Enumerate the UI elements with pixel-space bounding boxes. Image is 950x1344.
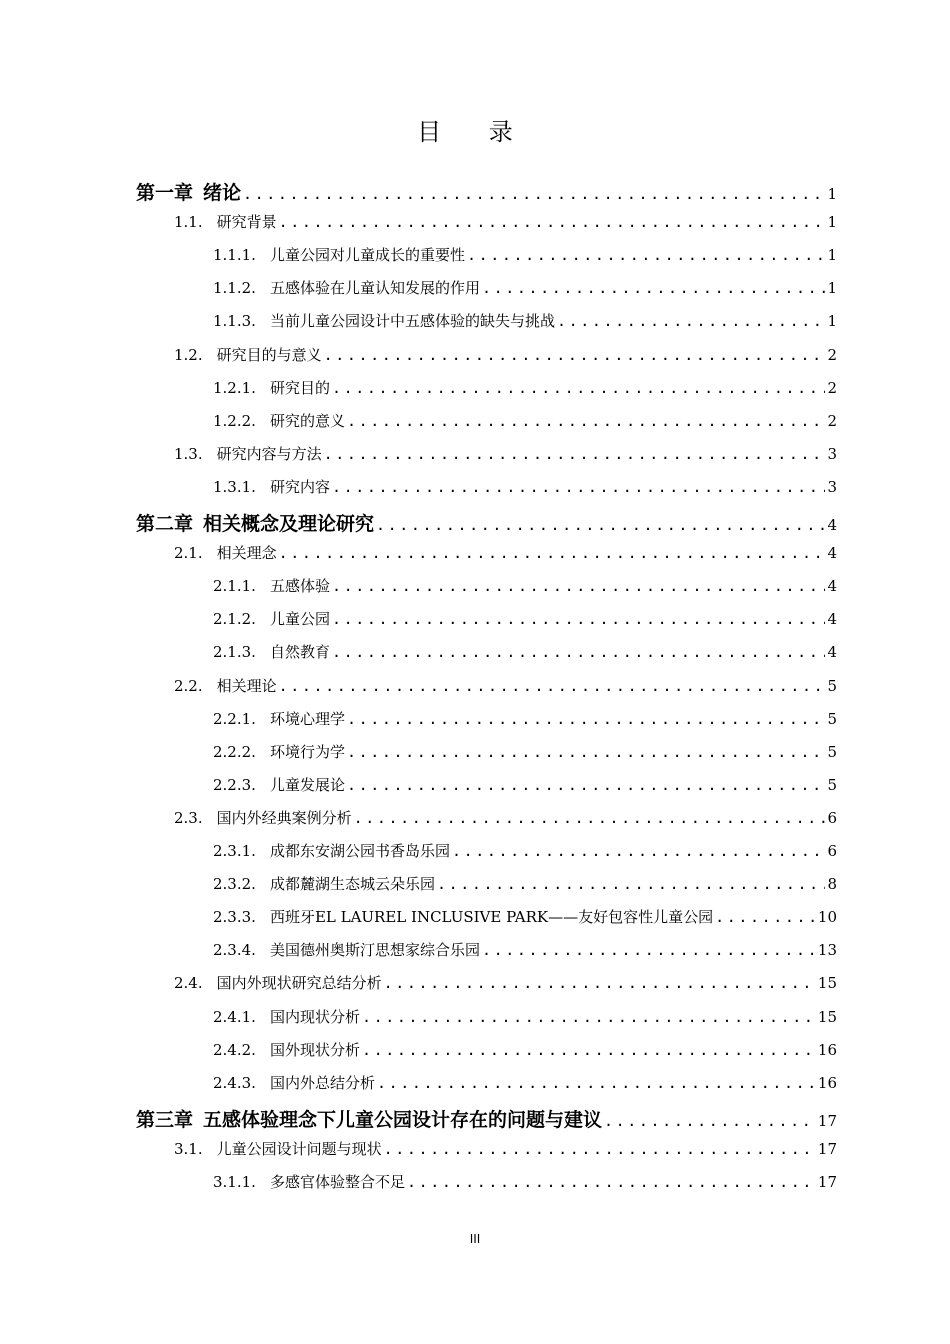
toc-subsection-entry[interactable]: [213, 1171, 837, 1192]
toc-dot-leader: [332, 478, 826, 496]
toc-entry-title: 研究内容: [269, 477, 330, 496]
toc-entry-title: 自然教育: [269, 643, 330, 662]
toc-entry-number: 2.4.3.: [213, 1073, 256, 1092]
toc-entry-title: 相关理论: [216, 676, 277, 695]
toc-subsection-entry[interactable]: [213, 641, 837, 662]
toc-subsection-entry[interactable]: [213, 277, 837, 298]
toc-entry-title: 环境行为学: [269, 742, 345, 761]
toc-entry-number: 1.2.2.: [213, 411, 256, 430]
toc-entry-page: 5: [827, 775, 837, 794]
toc-title: 目 录: [417, 118, 533, 146]
toc-entry-number: 2.3.: [174, 808, 203, 827]
toc-entry-page: 6: [827, 808, 837, 827]
toc-dot-leader: [332, 379, 826, 397]
toc-dot-leader: [324, 346, 826, 364]
toc-section-entry[interactable]: [174, 344, 837, 365]
toc-dot-leader: [279, 213, 826, 231]
toc-dot-leader: [452, 842, 826, 860]
toc-entry-title: 研究的意义: [269, 411, 345, 430]
toc-entry-number: 3.1.: [174, 1139, 203, 1158]
toc-dot-leader: [243, 185, 825, 203]
toc-entry-number: 1.3.: [174, 444, 203, 463]
toc-dot-leader: [384, 974, 816, 992]
toc-entry-page: 4: [827, 544, 837, 563]
toc-dot-leader: [437, 875, 826, 893]
toc-dot-leader: [279, 544, 826, 562]
toc-entry-number: 2.2.1.: [213, 709, 256, 728]
toc-dot-leader: [332, 643, 826, 661]
toc-entry-number: 1.1.1.: [213, 246, 256, 265]
toc-dot-leader: [332, 610, 826, 628]
toc-entry-number: 第二章: [136, 513, 194, 535]
toc-subsection-entry[interactable]: [213, 906, 837, 927]
toc-dot-leader: [347, 776, 826, 794]
toc-dot-leader: [604, 1112, 816, 1130]
toc-entry-page: 15: [817, 1007, 837, 1026]
toc-entry-page: 10: [817, 908, 837, 927]
toc-dot-leader: [279, 677, 826, 695]
toc-dot-leader: [347, 412, 826, 430]
toc-entry-page: 16: [817, 1073, 837, 1092]
toc-subsection-entry[interactable]: [213, 1006, 837, 1027]
toc-entry-number: 2.2.2.: [213, 742, 256, 761]
toc-section-entry[interactable]: [174, 807, 837, 828]
toc-entry-title: 研究目的与意义: [216, 345, 322, 364]
toc-section-entry[interactable]: [174, 211, 837, 232]
toc-entry-number: 3.1.1.: [213, 1173, 256, 1191]
toc-dot-leader: [362, 1041, 816, 1059]
toc-section-entry[interactable]: [174, 542, 837, 563]
toc-section-entry[interactable]: [174, 443, 837, 464]
toc-entry-title: 国内外经典案例分析: [216, 808, 352, 827]
toc-entry-number: 2.3.3.: [213, 908, 256, 927]
toc-entry-number: 2.3.2.: [213, 875, 256, 894]
toc-entry-title: 相关理念: [216, 544, 277, 563]
toc-entry-page: 17: [817, 1173, 837, 1191]
toc-chapter-entry[interactable]: [136, 509, 837, 536]
toc-entry-number: 2.3.1.: [213, 842, 256, 860]
toc-entry-number: 第三章: [136, 1108, 194, 1131]
toc-entry-title: 成都麓湖生态城云朵乐园: [269, 875, 435, 894]
toc-entry-number: 1.1.: [174, 213, 203, 232]
toc-section-entry[interactable]: [174, 675, 837, 696]
toc-subsection-entry[interactable]: [213, 608, 837, 629]
toc-entry-title: 儿童公园: [269, 610, 330, 629]
toc-entry-title: 绪论: [203, 182, 242, 204]
toc-subsection-entry[interactable]: [213, 310, 837, 331]
page-number-footer: III: [469, 1232, 481, 1246]
toc-entry-number: 2.1.1.: [213, 577, 256, 596]
toc-entry-page: 4: [827, 516, 837, 534]
toc-entry-number: 1.2.1.: [213, 378, 256, 397]
toc-entry-number: 2.1.2.: [213, 610, 256, 629]
toc-chapter-entry[interactable]: [136, 178, 837, 205]
toc-entry-page: 1: [827, 213, 837, 232]
toc-entry-page: 1: [827, 185, 837, 203]
toc-entry-title: 国内外现状研究总结分析: [216, 974, 382, 993]
toc-subsection-entry[interactable]: [213, 244, 837, 265]
toc-entry-number: 2.1.3.: [213, 643, 256, 662]
toc-entry-page: 13: [817, 941, 837, 960]
toc-entry-page: 4: [827, 577, 837, 596]
toc-subsection-entry[interactable]: [213, 708, 837, 729]
toc-entry-number: 1.3.1.: [213, 477, 256, 496]
toc-entry-number: 2.2.: [174, 676, 203, 695]
toc-entry-title: 成都东安湖公园书香岛乐园: [269, 842, 450, 860]
toc-entry-title: 美国德州奥斯汀思想家综合乐园: [269, 941, 480, 960]
toc-entry-title: 国外现状分析: [269, 1040, 360, 1059]
toc-entry-page: 8: [827, 875, 837, 894]
toc-dot-leader: [467, 246, 826, 264]
toc-entry-number: 2.4.2.: [213, 1040, 256, 1059]
toc-dot-leader: [407, 1173, 816, 1191]
toc-dot-leader: [377, 1074, 816, 1092]
toc-dot-leader: [347, 710, 826, 728]
toc-entry-title: 环境心理学: [269, 709, 345, 728]
toc-entry-title: 多感官体验整合不足: [269, 1173, 405, 1191]
toc-entry-page: 1: [827, 246, 837, 265]
toc-entry-title: 研究目的: [269, 378, 330, 397]
toc-entry-page: 5: [827, 709, 837, 728]
toc-subsection-entry[interactable]: [213, 1039, 837, 1060]
toc-entry-title: 相关概念及理论研究: [203, 513, 375, 535]
toc-entry-title: 当前儿童公园设计中五感体验的缺失与挑战: [269, 312, 555, 331]
toc-entry-page: 2: [827, 411, 837, 430]
toc-entry-page: 3: [827, 477, 837, 496]
toc-entry-page: 4: [827, 610, 837, 629]
toc-subsection-entry[interactable]: [213, 377, 837, 398]
toc-entry-title: 五感体验在儿童认知发展的作用: [269, 279, 480, 298]
toc-subsection-entry[interactable]: [213, 410, 837, 431]
toc-section-entry[interactable]: [174, 1138, 837, 1159]
toc-subsection-entry[interactable]: [213, 840, 837, 861]
toc-entry-page: 1: [827, 312, 837, 331]
toc-chapter-entry[interactable]: [136, 1105, 837, 1132]
toc-entry-title: 西班牙EL LAUREL INCLUSIVE PARK——友好包容性儿童公园: [269, 908, 714, 927]
toc-entry-page: 3: [827, 444, 837, 463]
toc-entry-number: 2.1.: [174, 544, 203, 563]
toc-entry-title: 五感体验: [269, 577, 330, 596]
toc-entry-number: 1.1.3.: [213, 312, 256, 331]
toc-dot-leader: [354, 809, 826, 827]
toc-entry-number: 第一章: [136, 182, 194, 204]
toc-entry-page: 6: [827, 842, 837, 860]
toc-entry-page: 5: [827, 742, 837, 761]
toc-entry-title: 儿童公园对儿童成长的重要性: [269, 246, 465, 265]
toc-dot-leader: [362, 1008, 816, 1026]
toc-entry-title: 儿童发展论: [269, 775, 345, 794]
toc-entry-number: 2.4.: [174, 974, 203, 993]
toc-entry-title: 国内现状分析: [269, 1007, 360, 1026]
toc-subsection-entry[interactable]: [213, 939, 837, 960]
toc-dot-leader: [332, 577, 826, 595]
toc-dot-leader: [347, 743, 826, 761]
toc-dot-leader: [324, 445, 826, 463]
toc-entry-page: 15: [817, 974, 837, 993]
toc-dot-leader: [557, 312, 826, 330]
toc-subsection-entry[interactable]: [213, 741, 837, 762]
toc-entry-page: 4: [827, 643, 837, 662]
toc-dot-leader: [715, 908, 816, 926]
toc-dot-leader: [482, 941, 816, 959]
toc-entry-number: 2.3.4.: [213, 941, 256, 960]
toc-entry-number: 2.4.1.: [213, 1007, 256, 1026]
toc-subsection-entry[interactable]: [213, 1072, 837, 1093]
toc-entry-page: 2: [827, 378, 837, 397]
toc-dot-leader: [482, 279, 826, 297]
toc-subsection-entry[interactable]: [213, 873, 837, 894]
toc-entry-page: 2: [827, 345, 837, 364]
toc-entry-title: 五感体验理念下儿童公园设计存在的问题与建议: [203, 1108, 603, 1131]
toc-subsection-entry[interactable]: [213, 575, 837, 596]
toc-entry-page: 17: [817, 1111, 837, 1130]
toc-entry-title: 国内外总结分析: [269, 1073, 375, 1092]
toc-entry-title: 儿童公园设计问题与现状: [216, 1139, 382, 1158]
toc-dot-leader: [384, 1140, 816, 1158]
toc-entry-page: 17: [817, 1139, 837, 1158]
toc-dot-leader: [376, 516, 825, 534]
toc-section-entry[interactable]: [174, 972, 837, 993]
toc-entry-page: 1: [827, 279, 837, 298]
toc-entry-page: 5: [827, 676, 837, 695]
toc-entry-title: 研究内容与方法: [216, 444, 322, 463]
toc-entry-title: 研究背景: [216, 213, 277, 232]
toc-entry-number: 1.2.: [174, 345, 203, 364]
toc-subsection-entry[interactable]: [213, 774, 837, 795]
toc-entry-page: 16: [817, 1040, 837, 1059]
toc-subsection-entry[interactable]: [213, 476, 837, 497]
toc-entry-number: 2.2.3.: [213, 775, 256, 794]
toc-entry-number: 1.1.2.: [213, 279, 256, 298]
